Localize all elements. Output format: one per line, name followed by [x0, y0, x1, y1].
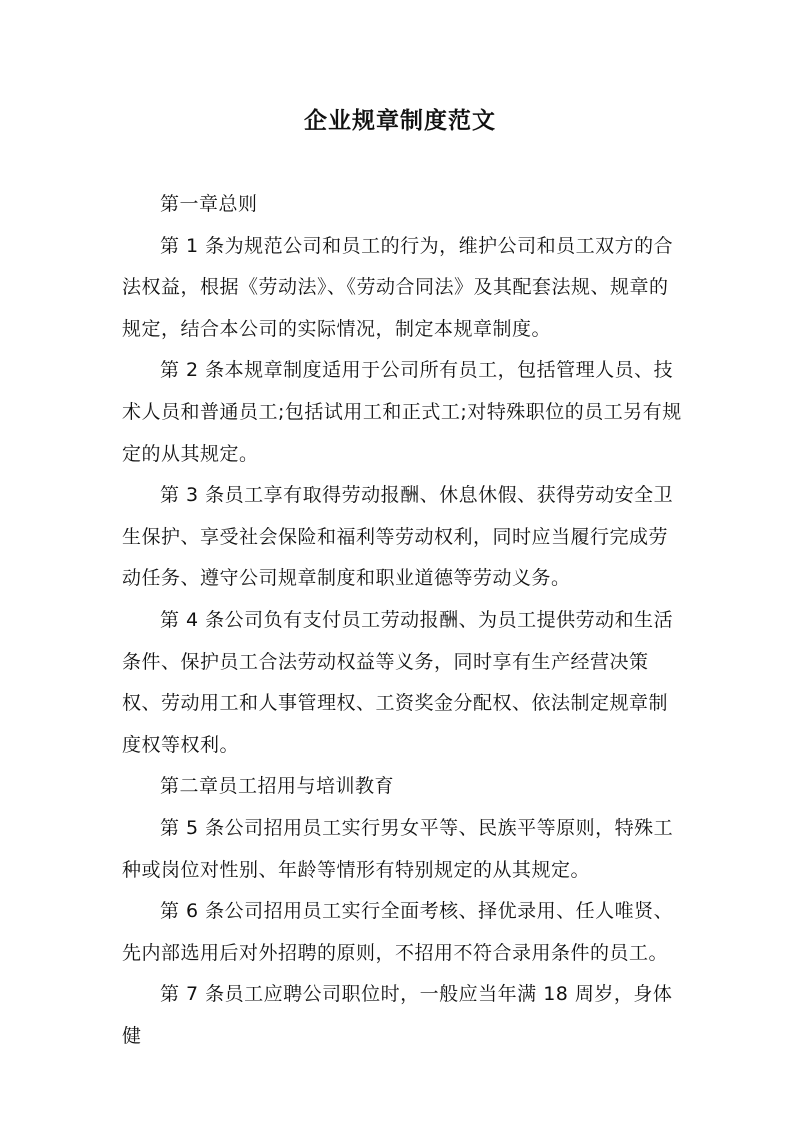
- article-paragraph: 第 1 条为规范公司和员工的行为，维护公司和员工双方的合法权益，根据《劳动法》、《劳动合同法》及其配套法规、规章的规定，结合本公司的实际情况，制定本规章制度。: [122, 234, 674, 340]
- article-paragraph: 第 7 条员工应聘公司职位时，一般应当年满 18 周岁，身体健: [122, 983, 673, 1047]
- document-title: 企业规章制度范文: [304, 108, 496, 134]
- article-paragraph: 第 6 条公司招用员工实行全面考核、择优录用、任人唯贤、先内部选用后对外招聘的原则，不招用不符合录用条件的员工。: [122, 900, 674, 964]
- chapter-heading: 第一章总则: [160, 193, 258, 215]
- article-paragraph: 第 2 条本规章制度适用于公司所有员工，包括管理人员、技术人员和普通员工;包括试用工和正式工;对特殊职位的员工另有规定的从其规定。: [122, 359, 682, 465]
- article-paragraph: 第 5 条公司招用员工实行男女平等、民族平等原则，特殊工种或岗位对性别、年龄等情形有特别规定的从其规定。: [122, 816, 674, 881]
- article-paragraph: 第 4 条公司负有支付员工劳动报酬、为员工提供劳动和生活条件、保护员工合法劳动权益等义务，同时享有生产经营决策权、劳动用工和人事管理权、工资奖金分配权、依法制定规章制度权等权利。: [122, 608, 674, 756]
- document-body: [122, 184, 682, 1057]
- article-paragraph: 第 3 条员工享有取得劳动报酬、休息休假、获得劳动安全卫生保护、享受社会保险和福利等劳动权利，同时应当履行完成劳动任务、遵守公司规章制度和职业道德等劳动义务。: [122, 484, 674, 590]
- chapter-heading: 第二章员工招用与培训教育: [160, 775, 395, 798]
